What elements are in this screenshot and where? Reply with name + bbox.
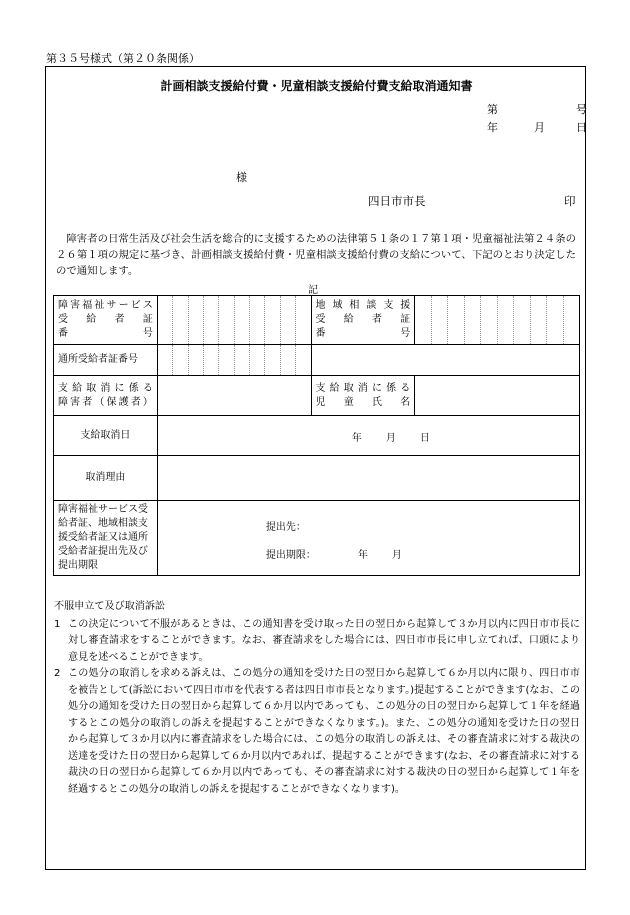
seal-mark: 印	[564, 194, 576, 208]
regional-cert-label: 地域相談支援 受給者証 番号	[311, 296, 415, 345]
service-cert-label: 障害福祉サービス 受給者証 番号	[54, 296, 158, 345]
blank-cell	[311, 345, 580, 376]
table-row	[54, 456, 580, 501]
notes-heading: 不服申立て及び取消訴訟	[54, 601, 166, 612]
date-day: 日	[576, 121, 587, 134]
table-row	[54, 416, 580, 456]
appeal-notes	[54, 599, 580, 798]
submit-label: 障害福祉サービス受 給者証、地域相談支 援受給者証又は通所 受給者証提出先及び 提出期限	[54, 501, 158, 576]
submit-info-field[interactable]: 提出先： 提出期限： 年 月	[157, 501, 579, 576]
child-name-field[interactable]	[415, 376, 580, 416]
doc-number-prefix: 第	[487, 103, 498, 116]
cancel-date-field[interactable]: 年 月 日	[157, 416, 579, 456]
table-row	[54, 501, 580, 576]
date-year: 年	[487, 121, 498, 134]
commuter-cert-label: 通所受給者証番号	[54, 345, 158, 376]
person-name-field[interactable]	[157, 376, 311, 416]
list-item: 1 この決定について不服があるときは、この通知書を受け取った日の翌日から起算して３か月以内に四日市市長に対し審査請求をすることができます。なお、審査請求をした場合には、四日市市長に申し立てれば、口頭により意見を述べることができます。	[54, 618, 580, 663]
ki-heading: 記	[308, 285, 318, 296]
reason-field[interactable]	[157, 456, 579, 501]
service-cert-number-field[interactable]	[157, 296, 311, 345]
table-row	[54, 296, 580, 345]
doc-number-suffix: 号	[576, 103, 587, 116]
issuer-name: 四日市市長	[368, 194, 426, 208]
body-text: 障害者の日常生活及び社会生活を総合的に支援するための法律第５１条の１７第１項・児童福祉法第２４条の２６第１項の規定に基づき、計画相談支援給付費・児童相談支援給付費の支給について、下記のとおり決定したので通知します。	[56, 233, 576, 277]
details-table	[53, 295, 580, 576]
notice-frame	[45, 66, 586, 870]
reason-label: 取消理由	[54, 456, 158, 501]
date-month: 月	[534, 121, 545, 134]
person-label: 支給取消に係る 障害者（保護者）	[54, 376, 158, 416]
table-row	[54, 376, 580, 416]
addressee-suffix: 様	[236, 171, 247, 184]
submit-to-label: 提出先：	[265, 522, 306, 533]
cancel-date-label: 支給取消日	[54, 416, 158, 456]
commuter-cert-number-field[interactable]	[157, 345, 311, 376]
form-number: 第３５号様式（第２０条関係）	[46, 52, 200, 65]
document-title: 計画相談支援給付費・児童相談支援給付費支給取消通知書	[160, 79, 473, 93]
child-label: 支給取消に係る 児童氏名	[311, 376, 415, 416]
regional-cert-number-field[interactable]	[415, 296, 580, 345]
deadline-label: 提出期限：	[265, 550, 316, 561]
list-item: 2 この処分の取消しを求める訴えは、この処分の通知を受けた日の翌日から起算して６か月以内に限り、四日市市を被告として(訴訟において四日市市を代表する者は四日市市長となります。)提起することができます(なお、この処分の通知を受けた日の翌日から起算して６か月以内であっても、この処分の日の翌日から起算して１年を経過するとこの処分の取消しの訴えを提起することができなくなります。)。また、この処分の通知を受けた日の翌日から起算して３か月以内に審査請求をした場合には、この処分の取消しの訴えは、その審査請求に対する裁決の送達を受けた日の翌日から起算して６か月以内であれば、提起することができます(なお、その審査請求に対する裁決の日の翌日から起算して６か月以内であっても、その審査請求に対する裁決の日の翌日から起算して１年を経過するとこの処分の取消しの訴えを提起することができなくなります)。	[54, 668, 580, 795]
table-row	[54, 345, 580, 376]
